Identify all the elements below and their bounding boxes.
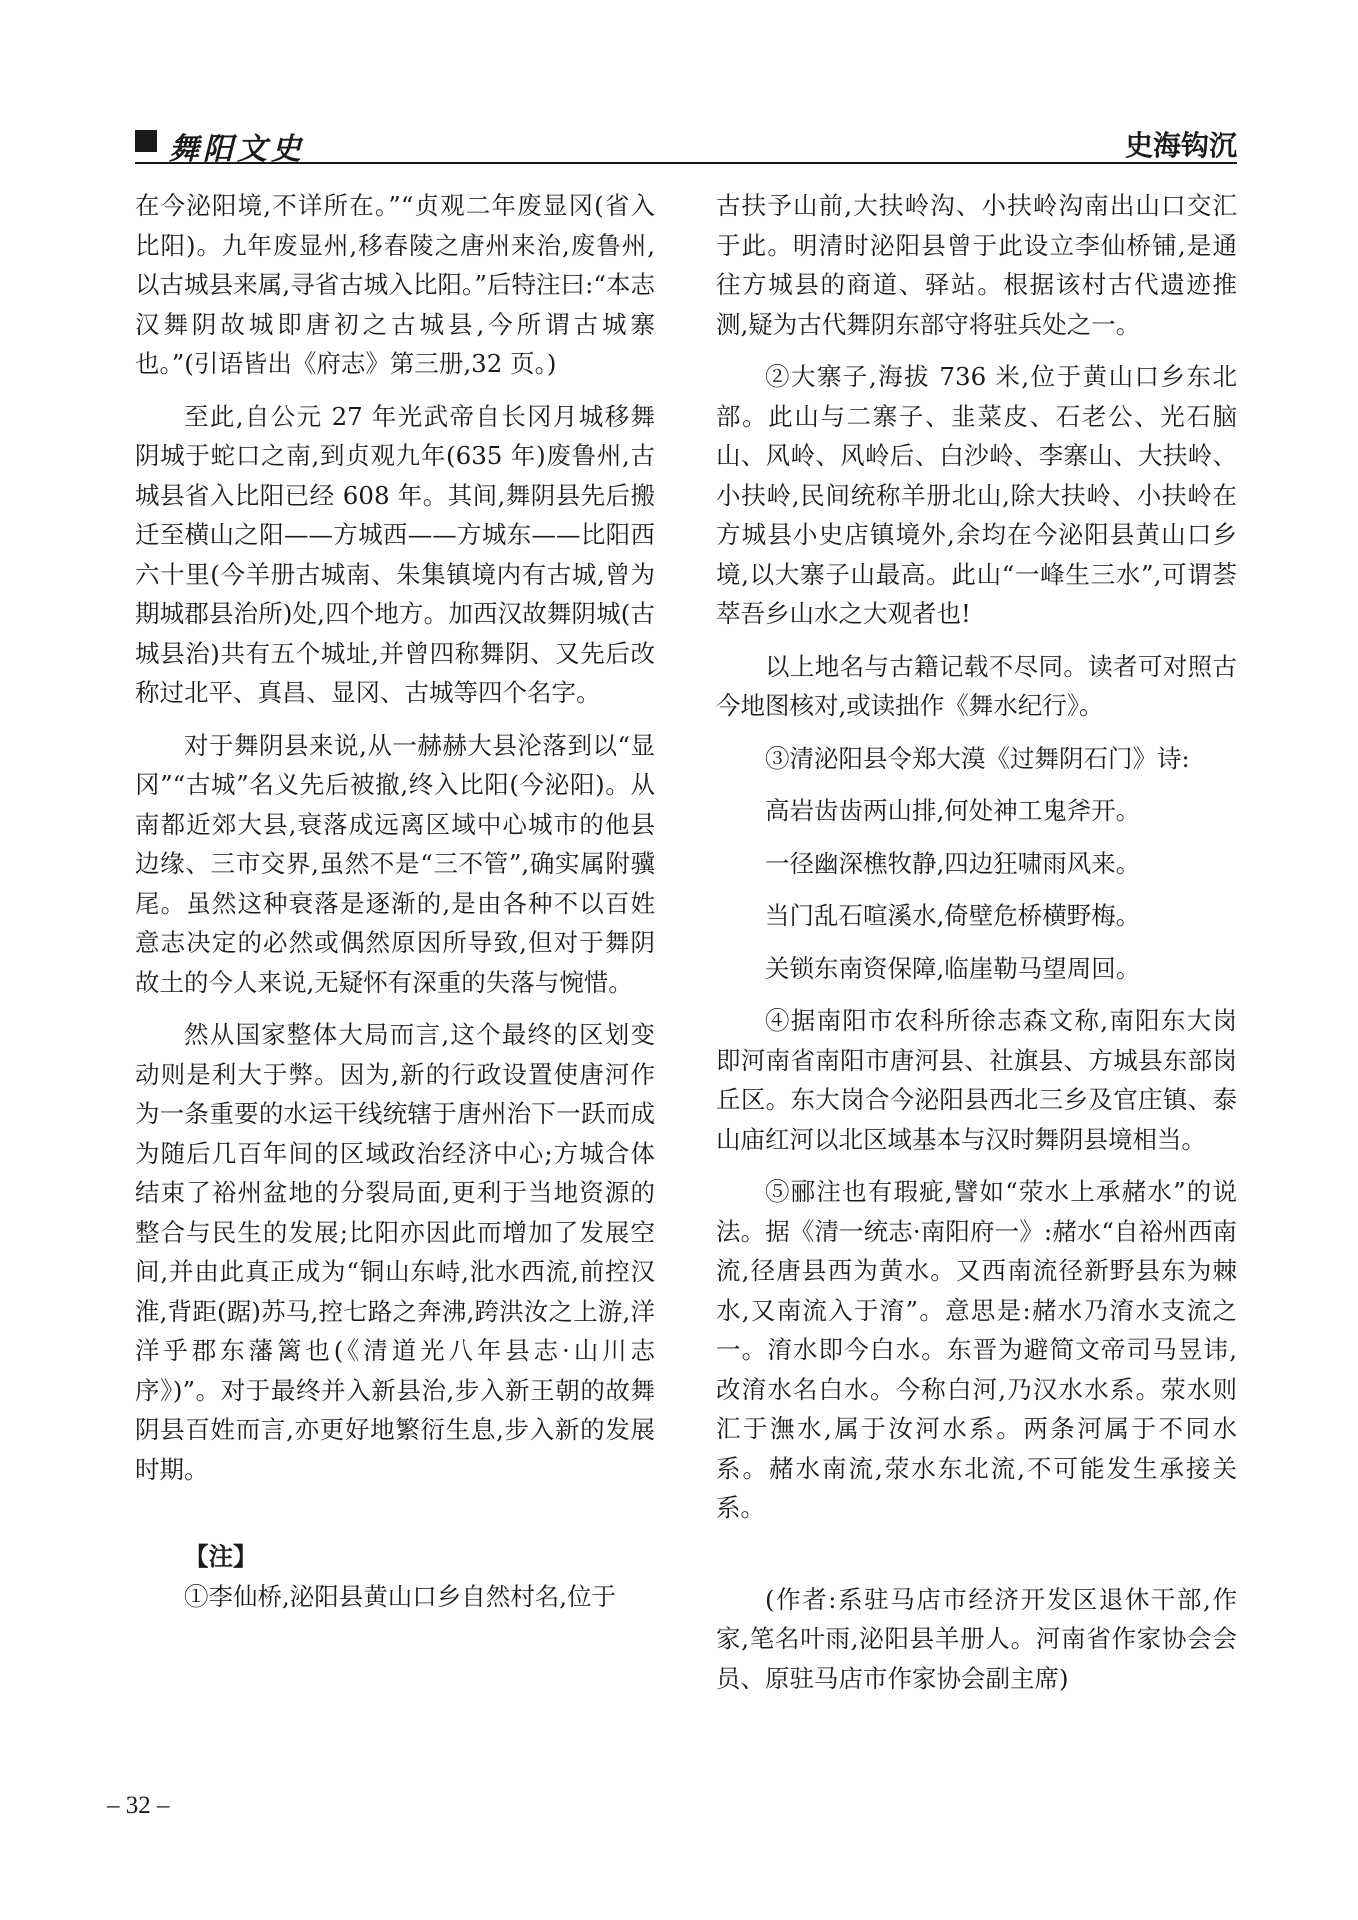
paragraph: 以上地名与古籍记载不尽同。读者可对照古今地图核对,或读拙作《舞水纪行》。 — [716, 651, 1237, 720]
journal-title: 舞阳文史 — [169, 132, 305, 167]
paragraph: 在今泌阳境,不详所在。”“贞观二年废显冈(省入比阳)。九年废显州,移春陵之唐州来治,废鲁州,以古城县来属,寻省古城入比阳。”后特注曰:“本志汉舞阴故城即唐初之古城县,今所谓古城寨也。”(引语皆出《府志》第三册,32 页。) — [135, 191, 655, 378]
right-column — [716, 186, 1237, 1698]
paragraph: 对于舞阴县来说,从一赫赫大县沦落到以“显冈”“古城”名义先后被撤,终入比阳(今泌阳)。从南都近郊大县,衰落成远离区域中心城市的他县边缘、三市交界,虽然不是“三不管”,确实属附骥尾。虽然这种衰落是逐渐的,是由各种不以百姓意志决定的必然或偶然原因所导致,但对于舞阴故土的今人来说,无疑怀有深重的失落与惋惜。 — [135, 730, 655, 997]
poem-line: 当门乱石喧溪水,倚壁危桥横野梅。 — [765, 901, 1141, 930]
paragraph: 然从国家整体大局而言,这个最终的区划变动则是利大于弊。因为,新的行政设置使唐河作为一条重要的水运干线统辖于唐州治下一跃而成为随后几百年间的区域政治经济中心;方城合体结束了裕州盆地的分裂局面,更利于当地资源的整合与民生的发展;比阳亦因此而增加了发展空间,并由此真正成为“铜山东峙,沘水西流,前控汉淮,背距(踞)苏马,控七路之奔沸,跨洪汝之上游,洋洋乎郡东藩篱也(《清道光八年县志·山川志序》)”。对于最终并入新县治,步入新王朝的故舞阴县百姓而言,亦更好地繁衍生息,步入新的发展时期。 — [135, 1020, 655, 1484]
poem-line: 关锁东南资保障,临崖勒马望周回。 — [765, 953, 1141, 983]
note-continuation: 古扶予山前,大扶岭沟、小扶岭沟南出山口交汇于此。明清时泌阳县曾于此设立李仙桥铺,是通往方城县的商道、驿站。根据该村古代遗迹推测,疑为古代舞阴东部守将驻兵处之一。 — [716, 191, 1237, 339]
page-number: – 32 – — [107, 1792, 170, 1819]
note-item: ⑤郦注也有瑕疵,譬如“荥水上承赭水”的说法。据《清一统志·南阳府一》:赭水“自裕州西南流,径唐县西为黄水。又西南流径新野县东为棘水,又南流入于淯”。意思是:赭水乃淯水支流之一。淯水即今白水。东晋为避简文帝司马昱讳,改淯水名白水。今称白河,乃汉水水系。荥水则汇于潕水,属于汝河水系。两条河属于不同水系。赭水南流,荥水东北流,不可能发生承接关系。 — [716, 1177, 1237, 1522]
note-item: ②大寨子,海拔 736 米,位于黄山口乡东北部。此山与二寨子、韭菜皮、石老公、光石脑山、风岭、风岭后、白沙岭、李寨山、大扶岭、小扶岭,民间统称羊册北山,除大扶岭、小扶岭在方城县小史店镇境外,余均在今泌阳县黄山口乡境,以大寨子山最高。此山“一峰生三水”,可谓荟萃吾乡山水之大观者也! — [716, 362, 1237, 628]
left-column — [135, 186, 655, 1616]
notes-heading: 【注】 — [184, 1542, 258, 1571]
header-rule — [135, 162, 1237, 164]
header-square-mark — [135, 130, 157, 152]
author-note: (作者:系驻马店市经济开发区退休干部,作家,笔名叶雨,泌阳县羊册人。河南省作家协会会员、原驻马店市作家协会副主席) — [716, 1584, 1237, 1693]
page-header — [135, 126, 1237, 170]
note-item: ①李仙桥,泌阳县黄山口乡自然村名,位于 — [184, 1581, 617, 1611]
note-item: ④据南阳市农科所徐志森文称,南阳东大岗即河南省南阳市唐河县、社旗县、方城县东部岗丘区。东大岗合今泌阳县西北三乡及官庄镇、泰山庙红河以北区域基本与汉时舞阴县境相当。 — [716, 1006, 1237, 1154]
poem-line: 一径幽深樵牧静,四边狂啸雨风来。 — [765, 848, 1141, 878]
paragraph: 至此,自公元 27 年光武帝自长冈月城移舞阴城于蛇口之南,到贞观九年(635 年)废鲁州,古城县省入比阳已经 608 年。其间,舞阴县先后搬迁至横山之阳——方城西——方城东——比阳西六十里(今羊册古城南、朱集镇境内有古城,曾为期城郡县治所)处,四个地方。加西汉故舞阴城(古城县治)共有五个城址,并曾四称舞阴、又先后改称过北平、真昌、显冈、古城等四个名字。 — [135, 401, 655, 707]
note-item: ③清泌阳县令郑大漠《过舞阴石门》诗: — [765, 743, 1190, 773]
section-title: 史海钩沉 — [1124, 129, 1237, 162]
poem-line: 高岩齿齿两山排,何处神工鬼斧开。 — [765, 796, 1141, 825]
